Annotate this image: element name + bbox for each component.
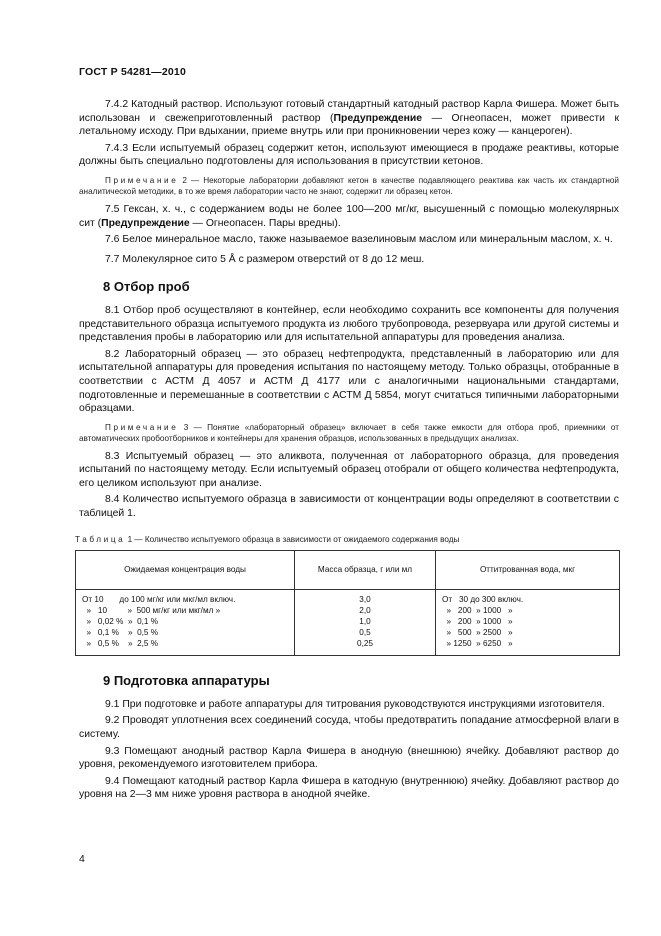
- paragraph-7-4-2: 7.4.2 Катодный раствор. Используют готовый стандартный катодный раствор Карла Фишера. Может быть использован и свежеприготовленный раствор (Предупреждение — Огнеопасен, может привести к летальному исходу. При вдыхании, приеме внутрь или при проникновении через кожу — канцероген).: [79, 99, 619, 138]
- cell-water: От 30 до 300 включ. » 200 » 1000 » » 200 » 1000 » » 500 » 2500 » » 1250 » 6250 »: [436, 590, 620, 656]
- paragraph-8-1: 8.1 Отбор проб осуществляют в контейнер, если необходимо сохранить все компоненты для получения представительного образца испытуемого продукта из любого трубопровода, резервуара или другой системы и представления пробы в лабораторию или для испытательной аппаратуры для проведения анализа.: [79, 304, 619, 344]
- paragraph-9-2: 9.2 Проводят уплотнения всех соединений сосуда, чтобы предотвратить попадание атмосферной влаги в систему.: [79, 715, 619, 741]
- cell-concentration: От 10 до 100 мг/кг или мкг/мл включ. » 10 » 500 мг/кг или мкг/мл » » 0,02 % » 0,1 % » 0,1 % » 0,5 % » 0,5 % » 2,5 %: [76, 590, 295, 656]
- paragraph-8-2: 8.2 Лабораторный образец — это образец нефтепродукта, представленный в лабораторию или для испытательной аппаратуры для проведения испытания по настоящему методу. Только образцы, отобранные в соответствии с АСТМ Д 4057 и АСТМ Д 4177 или с аналогичными национальными стандартами, подготовленные и перемешанные в соответствии с АСТМ Д 5854, могут считаться типичными лабораторными образцами.: [79, 348, 619, 415]
- paragraph-9-1: 9.1 При подготовке и работе аппаратуры для титрования руководствуются инструкциями изготовителя.: [105, 698, 605, 710]
- section-8-heading: 8 Отбор проб: [103, 279, 190, 295]
- col-header-concentration: Ожидаемая концентрация воды: [76, 551, 295, 590]
- note-2: Примечание 2 — Некоторые лаборатории добавляют кетон в качестве подавляющего реактива как часть их стандартной аналитической методики, в то же время лаборатории часто не знают, содержит ли образец кетон.: [79, 175, 619, 196]
- paragraph-8-3: 8.3 Испытуемый образец — это аликвота, полученная от лабораторного образца, для проведения испытаний по настоящему методу. Если испытуемый образец отобрали от общего количества нефтепродукта, его целиком используют при анализе.: [79, 450, 619, 489]
- paragraph-7-4-3: 7.4.3 Если испытуемый образец содержит кетон, используют имеющиеся в продаже реактивы, которые должны быть специально подготовлены для использования в присутствии кетонов.: [79, 142, 619, 168]
- paragraph-9-3: 9.3 Помещают анодный раствор Карла Фишера в анодную (внешнюю) ячейку. Добавляют раствор до уровня, рекомендуемого изготовителем прибора.: [79, 745, 619, 771]
- paragraph-7-6: 7.6 Белое минеральное масло, также называемое вазелиновым маслом или минеральным маслом, х. ч.: [105, 234, 613, 246]
- warning-label: Предупреждение: [101, 217, 190, 229]
- col-header-water: Оттитрованная вода, мкг: [436, 551, 620, 590]
- page-header: ГОСТ Р 54281—2010: [79, 66, 187, 78]
- table-caption: Таблица 1 — Количество испытуемого образца в зависимости от ожидаемого содержания воды: [75, 534, 460, 544]
- paragraph-8-4: 8.4 Количество испытуемого образца в зависимости от концентрации воды определяют в соответствии с таблицей 1.: [79, 494, 619, 520]
- page-body: [75, 98, 619, 805]
- water-table: [75, 550, 620, 656]
- page-number: 4: [79, 854, 85, 865]
- col-header-mass: Масса образца, г или мл: [295, 551, 436, 590]
- note-3: Примечание 3 — Понятие «лабораторный образец» включает в себя также емкости для отбора проб, приемники от автоматических пробоотборников и контейнеры для хранения образцов, использованных в предыдущих анализах.: [79, 422, 619, 443]
- section-9-heading: 9 Подготовка аппаратуры: [103, 673, 270, 689]
- table-row: [76, 590, 620, 656]
- paragraph-9-4: 9.4 Помещают катодный раствор Карла Фишера в катодную (внутреннюю) ячейку. Добавляют раствор до уровня на 2—3 мм ниже уровня раствора в анодной ячейке.: [79, 775, 619, 801]
- table-header-row: [76, 551, 620, 590]
- cell-mass: 3,0 2,0 1,0 0,5 0,25: [295, 590, 436, 656]
- paragraph-7-7: 7.7 Молекулярное сито 5 Å с размером отверстий от 8 до 12 меш.: [105, 253, 425, 265]
- paragraph-7-5: 7.5 Гексан, х. ч., с содержанием воды не более 100—200 мг/кг, высушенный с помощью молекулярных сит (Предупреждение — Огнеопасен. Пары вредны).: [79, 203, 619, 229]
- warning-label: Предупреждение: [333, 112, 423, 124]
